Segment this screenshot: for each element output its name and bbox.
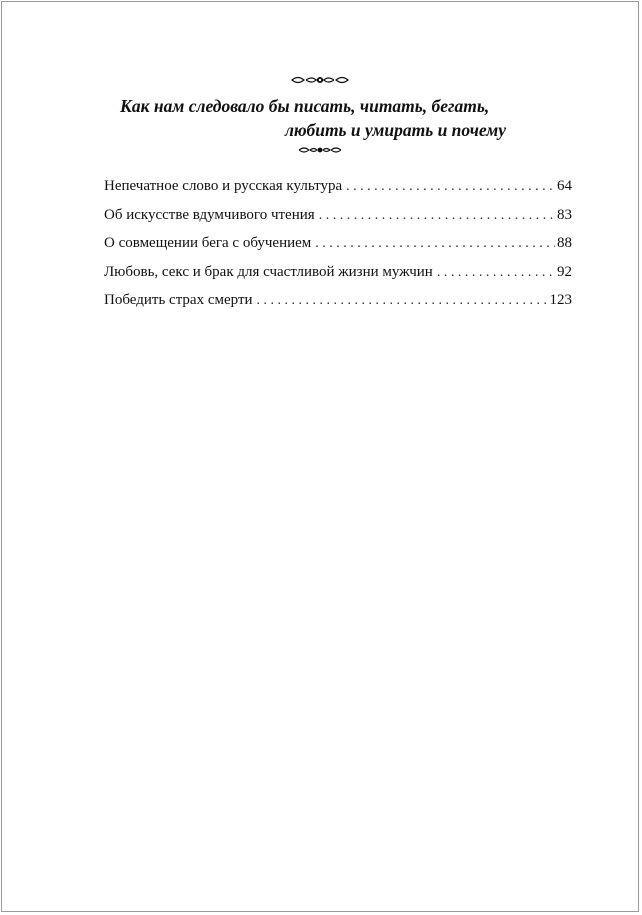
toc-page-number: 123 [549, 292, 572, 308]
toc-entry[interactable] [104, 201, 572, 230]
toc-dot-leader [315, 230, 555, 259]
toc-entry-title: О совмещении бега с обучением [104, 235, 312, 251]
toc-entry-title: Любовь, секс и брак для счастливой жизни мужчин [104, 263, 433, 280]
toc-page-number: 92 [557, 263, 572, 280]
section-title-line1: Как нам следовало бы писать, читать, бегать, [120, 96, 490, 116]
toc-page-number: 83 [557, 206, 572, 223]
section-title [102, 94, 542, 142]
toc-entry-title: Об искусстве вдумчивого чтения [104, 206, 315, 223]
flourish-bottom-icon [2, 145, 638, 159]
toc-entry[interactable] [104, 229, 572, 258]
toc-dot-leader [257, 287, 548, 316]
toc-entry[interactable] [104, 258, 572, 287]
toc-dot-leader [437, 259, 555, 288]
section-title-line2: любить и умирать и почему [284, 120, 506, 140]
toc-entry-title: Победить страх смерти [104, 292, 253, 308]
toc-page-number: 64 [557, 178, 572, 194]
table-of-contents [104, 172, 572, 315]
toc-page-number: 88 [557, 235, 572, 251]
toc-dot-leader [346, 173, 555, 202]
book-page [1, 1, 639, 912]
toc-dot-leader [319, 202, 555, 231]
toc-entry-title: Непечатное слово и русская культура [104, 178, 343, 194]
toc-entry[interactable] [104, 286, 572, 315]
toc-entry[interactable] [104, 172, 572, 201]
flourish-top-icon [2, 74, 638, 88]
